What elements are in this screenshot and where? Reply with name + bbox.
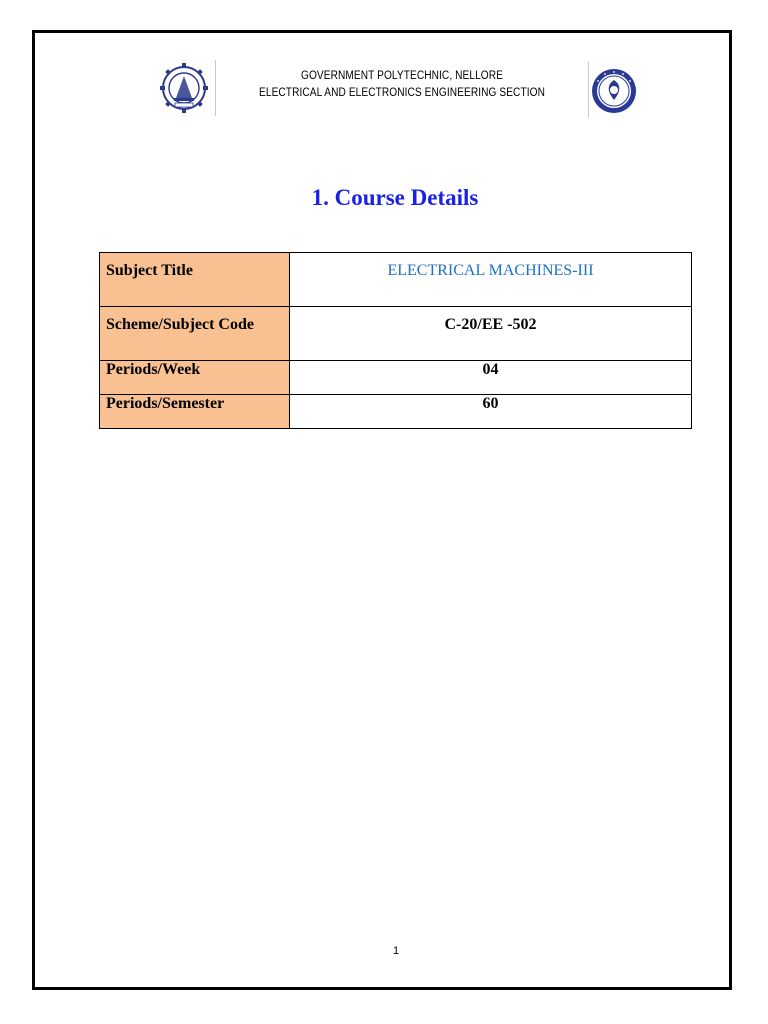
row-value-subject-code: C-20/EE -502 [290, 307, 692, 361]
row-label-periods-semester: Periods/Semester [100, 395, 290, 429]
section-title: 1. Course Details [311, 185, 479, 210]
board-seal-icon [590, 64, 638, 118]
row-label-periods-week: Periods/Week [100, 361, 290, 395]
table-row [100, 253, 692, 307]
page-number: 1 [392, 945, 400, 957]
row-label-subject-code: Scheme/Subject Code [100, 307, 290, 361]
row-value-subject-title: ELECTRICAL MACHINES-III [290, 253, 692, 307]
row-value-periods-week: 04 [290, 361, 692, 395]
institution-heading [242, 68, 562, 102]
table-row [100, 307, 692, 361]
department-name: ELECTRICAL AND ELECTRONICS ENGINEERING SECTION [259, 87, 545, 99]
row-label-subject-title: Subject Title [100, 253, 290, 307]
table-row [100, 395, 692, 429]
header-divider-left [215, 60, 216, 116]
institution-name: GOVERNMENT POLYTECHNIC, NELLORE [301, 70, 503, 82]
row-value-periods-semester: 60 [290, 395, 692, 429]
table-row [100, 361, 692, 395]
polytechnic-gear-emblem-icon [160, 60, 208, 116]
header-divider-right [588, 62, 589, 118]
page-border [32, 30, 732, 990]
document-header [160, 60, 640, 118]
course-details-table [99, 252, 692, 429]
